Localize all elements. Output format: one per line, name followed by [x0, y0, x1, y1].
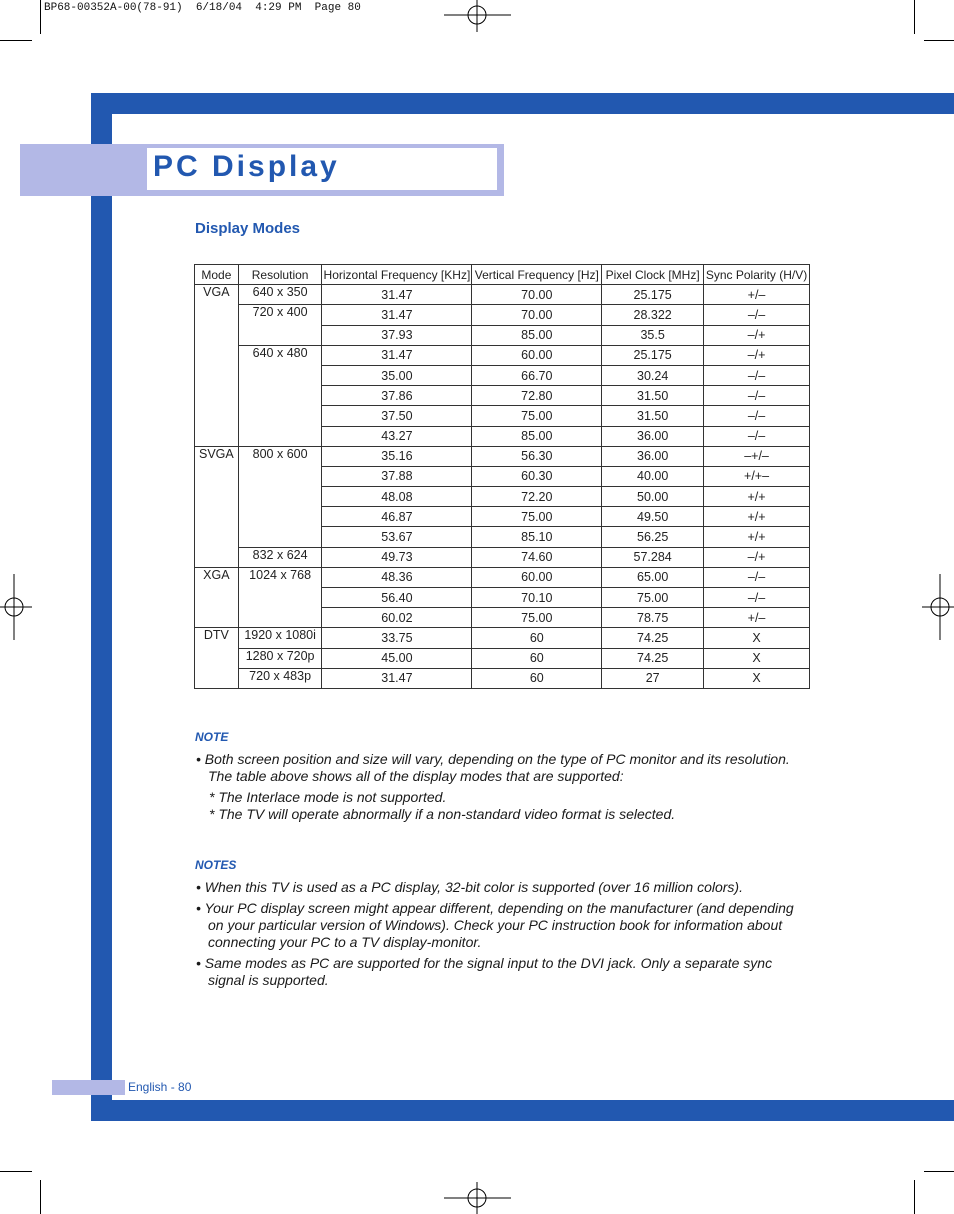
table-header-row — [195, 265, 810, 285]
mode-cell: SVGA — [195, 446, 239, 567]
vertical-frequency-cell: 66.70 — [472, 365, 602, 385]
horizontal-frequency-cell: 35.16 — [322, 446, 472, 466]
sync-polarity-cell: +/+ — [704, 487, 810, 507]
vertical-frequency-cell: 70.10 — [472, 588, 602, 608]
horizontal-frequency-cell: 45.00 — [322, 648, 472, 668]
vertical-frequency-cell: 72.80 — [472, 386, 602, 406]
sync-polarity-cell: –/– — [704, 305, 810, 325]
header-pixel-clock: Pixel Clock [MHz] — [602, 265, 704, 285]
vertical-frequency-cell: 75.00 — [472, 507, 602, 527]
horizontal-frequency-cell: 33.75 — [322, 628, 472, 648]
sync-polarity-cell: –/– — [704, 567, 810, 587]
pixel-clock-cell: 35.5 — [602, 325, 704, 345]
notes-bullet-3-line-1: • Same modes as PC are supported for the signal input to the DVI jack. Only a separate sync — [196, 955, 773, 971]
sync-polarity-cell: –/– — [704, 386, 810, 406]
horizontal-frequency-cell: 31.47 — [322, 305, 472, 325]
header-vertical-frequency: Vertical Frequency [Hz] — [472, 265, 602, 285]
registration-mark-top — [441, 0, 513, 34]
notes-heading: NOTES — [195, 858, 237, 872]
table-row — [195, 446, 810, 466]
table-row — [195, 648, 810, 668]
sync-polarity-cell: –/– — [704, 588, 810, 608]
pixel-clock-cell: 50.00 — [602, 487, 704, 507]
vertical-frequency-cell: 75.00 — [472, 608, 602, 628]
pixel-clock-cell: 57.284 — [602, 547, 704, 567]
sync-polarity-cell: +/+ — [704, 527, 810, 547]
sync-polarity-cell: –/– — [704, 406, 810, 426]
note-sub-item-2: * The TV will operate abnormally if a non-standard video format is selected. — [209, 806, 676, 822]
pixel-clock-cell: 78.75 — [602, 608, 704, 628]
pixel-clock-cell: 65.00 — [602, 567, 704, 587]
horizontal-frequency-cell: 31.47 — [322, 668, 472, 688]
registration-mark-right — [920, 572, 954, 642]
resolution-cell: 1024 x 768 — [238, 567, 322, 628]
horizontal-frequency-cell: 49.73 — [322, 547, 472, 567]
vertical-frequency-cell: 75.00 — [472, 406, 602, 426]
vertical-frequency-cell: 60 — [472, 628, 602, 648]
header-resolution: Resolution — [238, 265, 322, 285]
vertical-frequency-cell: 85.10 — [472, 527, 602, 547]
note-heading: NOTE — [195, 730, 229, 744]
horizontal-frequency-cell: 35.00 — [322, 365, 472, 385]
pixel-clock-cell: 36.00 — [602, 446, 704, 466]
sync-polarity-cell: –/+ — [704, 325, 810, 345]
sync-polarity-cell: X — [704, 648, 810, 668]
horizontal-frequency-cell: 43.27 — [322, 426, 472, 446]
table-row — [195, 668, 810, 688]
horizontal-frequency-cell: 56.40 — [322, 588, 472, 608]
sync-polarity-cell: –/– — [704, 365, 810, 385]
pixel-clock-cell: 74.25 — [602, 648, 704, 668]
horizontal-frequency-cell: 60.02 — [322, 608, 472, 628]
table-row — [195, 628, 810, 648]
table-row — [195, 285, 810, 305]
footer-bar — [52, 1080, 125, 1095]
pixel-clock-cell: 27 — [602, 668, 704, 688]
vertical-frequency-cell: 70.00 — [472, 285, 602, 305]
resolution-cell: 832 x 624 — [238, 547, 322, 567]
notes-bullet-1: • When this TV is used as a PC display, 32-bit color is supported (over 16 million colors). — [196, 879, 743, 895]
table-row — [195, 345, 810, 365]
horizontal-frequency-cell: 53.67 — [322, 527, 472, 547]
registration-mark-left — [0, 572, 34, 642]
notes-bullet-2-line-1: • Your PC display screen might appear different, depending on the manufacturer (and depending — [196, 900, 794, 916]
notes-bullet-2-line-2: on your particular version of Windows). Check your PC instruction book for information about — [208, 917, 783, 933]
bottom-band — [91, 1100, 954, 1121]
resolution-cell: 640 x 480 — [238, 345, 322, 446]
pixel-clock-cell: 74.25 — [602, 628, 704, 648]
header-horizontal-frequency: Horizontal Frequency [KHz] — [322, 265, 472, 285]
vertical-frequency-cell: 85.00 — [472, 325, 602, 345]
sync-polarity-cell: X — [704, 628, 810, 648]
display-modes-table — [194, 264, 810, 689]
horizontal-frequency-cell: 37.86 — [322, 386, 472, 406]
vertical-frequency-cell: 60.00 — [472, 567, 602, 587]
resolution-cell: 1920 x 1080i — [238, 628, 322, 648]
mode-cell: VGA — [195, 285, 239, 447]
pixel-clock-cell: 28.322 — [602, 305, 704, 325]
pixel-clock-cell: 49.50 — [602, 507, 704, 527]
vertical-frequency-cell: 74.60 — [472, 547, 602, 567]
horizontal-frequency-cell: 37.88 — [322, 466, 472, 486]
resolution-cell: 1280 x 720p — [238, 648, 322, 668]
page-title: PC Display — [153, 150, 340, 183]
vertical-frequency-cell: 70.00 — [472, 305, 602, 325]
pixel-clock-cell: 31.50 — [602, 406, 704, 426]
horizontal-frequency-cell: 37.93 — [322, 325, 472, 345]
sync-polarity-cell: –/– — [704, 426, 810, 446]
section-title: Display Modes — [195, 220, 301, 237]
pixel-clock-cell: 31.50 — [602, 386, 704, 406]
vertical-frequency-cell: 60.00 — [472, 345, 602, 365]
sync-polarity-cell: –/+ — [704, 547, 810, 567]
pixel-clock-cell: 30.24 — [602, 365, 704, 385]
vertical-frequency-cell: 85.00 — [472, 426, 602, 446]
horizontal-frequency-cell: 48.36 — [322, 567, 472, 587]
vertical-frequency-cell: 60.30 — [472, 466, 602, 486]
resolution-cell: 720 x 483p — [238, 668, 322, 688]
mode-cell: XGA — [195, 567, 239, 628]
horizontal-frequency-cell: 31.47 — [322, 345, 472, 365]
header-sync-polarity: Sync Polarity (H/V) — [704, 265, 810, 285]
pixel-clock-cell: 25.175 — [602, 345, 704, 365]
sync-polarity-cell: –+/– — [704, 446, 810, 466]
sync-polarity-cell: +/– — [704, 285, 810, 305]
pixel-clock-cell: 25.175 — [602, 285, 704, 305]
table-row — [195, 547, 810, 567]
notes-bullet-3-line-2: signal is supported. — [208, 972, 329, 988]
header-mode: Mode — [195, 265, 239, 285]
pixel-clock-cell: 56.25 — [602, 527, 704, 547]
sync-polarity-cell: +/+– — [704, 466, 810, 486]
note-sub-item-1: * The Interlace mode is not supported. — [209, 789, 447, 805]
top-band — [91, 93, 954, 114]
vertical-frequency-cell: 56.30 — [472, 446, 602, 466]
sync-polarity-cell: –/+ — [704, 345, 810, 365]
mode-cell: DTV — [195, 628, 239, 689]
sync-polarity-cell: +/+ — [704, 507, 810, 527]
left-band — [91, 93, 112, 1121]
sync-polarity-cell: +/– — [704, 608, 810, 628]
horizontal-frequency-cell: 37.50 — [322, 406, 472, 426]
horizontal-frequency-cell: 48.08 — [322, 487, 472, 507]
resolution-cell: 800 x 600 — [238, 446, 322, 547]
horizontal-frequency-cell: 46.87 — [322, 507, 472, 527]
notes-bullet-2-line-3: connecting your PC to a TV display-monitor. — [208, 934, 482, 950]
table-row — [195, 567, 810, 587]
print-header: BP68-00352A-00(78-91) 6/18/04 4:29 PM Page 80 — [44, 2, 361, 14]
pixel-clock-cell: 75.00 — [602, 588, 704, 608]
pixel-clock-cell: 36.00 — [602, 426, 704, 446]
vertical-frequency-cell: 60 — [472, 668, 602, 688]
note-bullet-line-1: • Both screen position and size will vary, depending on the type of PC monitor and its resolution. — [196, 751, 790, 767]
resolution-cell: 720 x 400 — [238, 305, 322, 345]
page-footer: English - 80 — [128, 1080, 192, 1094]
note-bullet-line-2: The table above shows all of the display modes that are supported: — [208, 768, 624, 784]
sync-polarity-cell: X — [704, 668, 810, 688]
vertical-frequency-cell: 72.20 — [472, 487, 602, 507]
resolution-cell: 640 x 350 — [238, 285, 322, 305]
pixel-clock-cell: 40.00 — [602, 466, 704, 486]
vertical-frequency-cell: 60 — [472, 648, 602, 668]
table-row — [195, 305, 810, 325]
registration-mark-bottom — [441, 1180, 513, 1214]
horizontal-frequency-cell: 31.47 — [322, 285, 472, 305]
